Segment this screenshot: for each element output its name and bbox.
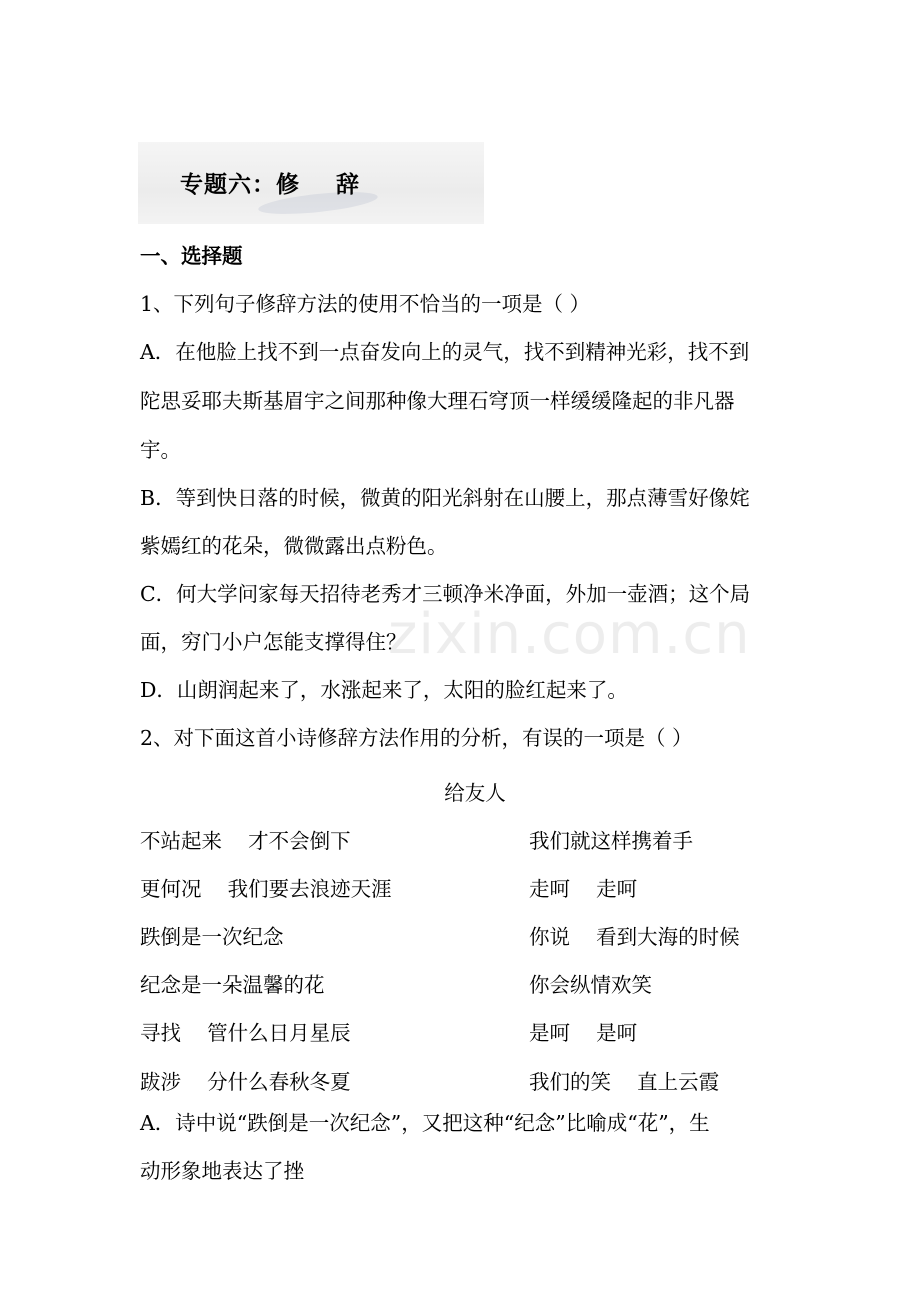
poem-right-line: 你说 看到大海的时候 (529, 925, 740, 949)
q2-option-a-line1: A．诗中说“跌倒是一次纪念”，又把这种“纪念”比喻成“花”，生 (140, 1111, 710, 1135)
q1-option-a-line2: 陀思妥耶夫斯基眉宇之间那种像大理石穹顶一样缓缓隆起的非凡器 (140, 389, 735, 413)
q1-option-c-line2: 面，穷门小户怎能支撑得住？ (140, 630, 407, 654)
poem-left-line: 纪念是一朵温馨的花 (140, 973, 325, 997)
poem-right-line: 走呵 走呵 (529, 877, 638, 901)
poem-left-line: 跌倒是一次纪念 (140, 925, 284, 949)
q1-option-c-line1: C．何大学问家每天招待老秀才三顿净米净面，外加一壶酒；这个局 (140, 582, 751, 606)
q1-stem: 1、下列句子修辞方法的使用不恰当的一项是（ ） (140, 292, 591, 316)
poem-right-line: 我们的笑 直上云霞 (529, 1070, 720, 1094)
watermark: zixin.com.cn (388, 602, 751, 667)
q1-option-a-line1: A．在他脸上找不到一点奋发向上的灵气，找不到精神光彩，找不到 (140, 340, 750, 364)
q2-stem: 2、对下面这首小诗修辞方法作用的分析，有误的一项是（ ） (140, 726, 693, 750)
poem-left-line: 不站起来 才不会倒下 (140, 829, 351, 853)
poem-right-line: 你会纵情欢笑 (529, 973, 652, 997)
poem-title: 给友人 (444, 781, 506, 805)
q1-option-d: D．山朗润起来了，水涨起来了，太阳的脸红起来了。 (140, 678, 628, 702)
section-heading: 一、选择题 (140, 244, 243, 268)
q1-option-a-line3: 宇。 (140, 438, 181, 462)
q1-option-b-line2: 紫嫣红的花朵，微微露出点粉色。 (140, 534, 448, 558)
poem-right-line: 我们就这样携着手 (529, 829, 693, 853)
poem-left-line: 跋涉 分什么春秋冬夏 (140, 1070, 351, 1094)
poem-left-line: 寻找 管什么日月星辰 (140, 1021, 351, 1045)
poem-left-line: 更何况 我们要去浪迹天涯 (140, 877, 392, 901)
poem-right-line: 是呵 是呵 (529, 1021, 638, 1045)
q1-option-b-line1: B．等到快日落的时候，微黄的阳光斜射在山腰上，那点薄雪好像姹 (140, 486, 750, 510)
q2-option-a-line2: 动形象地表达了挫 (140, 1159, 304, 1183)
page-title: 专题六：修 辞 (180, 172, 361, 198)
